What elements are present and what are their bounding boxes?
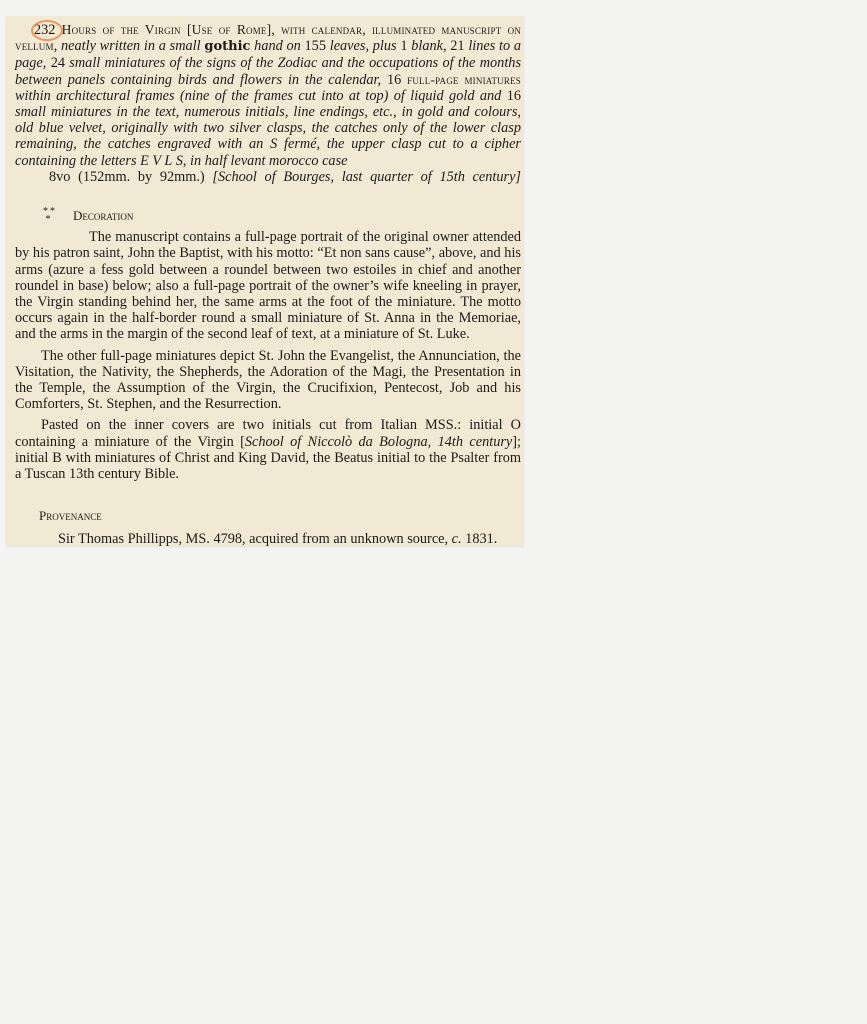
attribution: [School of Bourges, last quarter of 15th century] — [212, 168, 521, 185]
provenance-text — [58, 531, 521, 547]
desc-text: lines to a page, — [15, 38, 522, 72]
catalogue-clipping — [6, 16, 524, 546]
entry-text — [15, 22, 521, 548]
leaves-count: 155 — [304, 38, 326, 55]
lines-count: 21 — [450, 38, 465, 55]
para3-italic: School of Niccolò da Bologna, 14th century — [244, 433, 513, 450]
para3-text: ]; initial B with miniatures of Christ and King David, the Beatus initial to the Psalter from a Tuscan 13th century Bible. — [15, 433, 521, 483]
provenance-heading: Provenance — [39, 508, 102, 524]
decoration-paragraph-1: The manuscript contains a full-page portrait of the original owner attended by his patron saint, John the Baptist, with his motto: “Et non sans cause”, above, and his arms (azure a fess gold between a roundel between two estoiles in chief and another roundel in base) below; also a full-page portrait of the owner’s wife kneeling in prayer, the Virgin standing behind her, the same arms at the foot of the miniature. The motto occurs again in the half-border round a small miniature of St. Anna in the Memoriae, and the arms in the margin of the second leaf of text, at a miniature of St. Luke. — [15, 229, 521, 343]
lot-description: 232 Hours of the Virgin [Use of Rome], with calendar, illuminated manuscript on vellum, neatly written in a small gothic hand on 155 leaves, plus 1 blank, 21 lines to a page, 24 small miniatures of the signs of the Zodiac and the occupations of the months between panels containing birds and flowers in the calendar, 16 full-page miniatures within architectural frames (nine of the frames cut into at top) of liquid gold and 16 small miniatures in the text, numerous initials, line endings, etc., in gold and colours, old blue velvet, originally with two silver clasps, the catches only of the lower clasp remaining, the catches engraved with an S fermé, the upper clasp cut to a cipher containing the letters E V L S, in half levant morocco case — [15, 22, 522, 169]
text-miniature-count: 16 — [506, 87, 521, 104]
desc-text: small miniatures of the signs of the Zodiac and the occupations of the months between panels containing birds and flowers in the calendar, — [15, 55, 522, 88]
decoration-heading — [15, 208, 521, 224]
lot-title: Hours of the Virgin [Use of Rome], with calendar, illuminated manuscript on vellum — [15, 22, 522, 54]
desc-text: neatly written in a small — [61, 38, 201, 55]
lot-number-circled: 232 — [34, 22, 56, 38]
circa: c. — [451, 531, 462, 548]
full-page-label: full-page miniatures — [407, 71, 521, 87]
decoration-title: Decoration — [73, 208, 134, 224]
provenance-year: 1831. — [465, 531, 498, 548]
desc-text: within architectural frames (nine of the frames cut into at top) of liquid gold and — [15, 87, 502, 104]
asterism-icon: * * * — [43, 206, 56, 226]
desc-text: blank, — [411, 38, 447, 55]
full-page-count: 16 — [386, 71, 402, 88]
format-size: 8vo (152mm. by 92mm.) — [49, 168, 205, 185]
decoration-paragraph-2: The other full-page miniatures depict St. John the Evangelist, the Annunciation, the Visitation, the Nativity, the Shepherds, the Adoration of the Magi, the Presentation in the Temple, the Assumption of the Virgin, the Crucifixion, Pentecost, Job and his Comforters, St. Stephen, and the Resurrection. — [15, 347, 521, 413]
blank-count: 1 — [400, 38, 408, 55]
para3-text: Pasted on the inner covers are two initials cut from Italian MSS.: initial O containing a miniature of the Virgin [ — [15, 417, 521, 450]
desc-text: leaves, plus — [329, 38, 397, 55]
gothic-word: gothic — [204, 39, 251, 55]
decoration-paragraph-3 — [15, 417, 521, 482]
format-line — [15, 169, 521, 185]
desc-text: small miniatures in the text, numerous initials, line endings, etc., in gold and colours, old blue velvet, originally with two silver clasps, the catches only of the lower clasp remaining, the catches engraved with an S fermé, the upper clasp cut to a cipher containing the letters E V L S, in half levant morocco case — [15, 104, 521, 169]
zodiac-miniature-count: 24 — [50, 55, 65, 72]
provenance-body: Sir Thomas Phillipps, MS. 4798, acquired from an unknown source, — [58, 531, 449, 548]
desc-text: hand on — [254, 38, 301, 55]
